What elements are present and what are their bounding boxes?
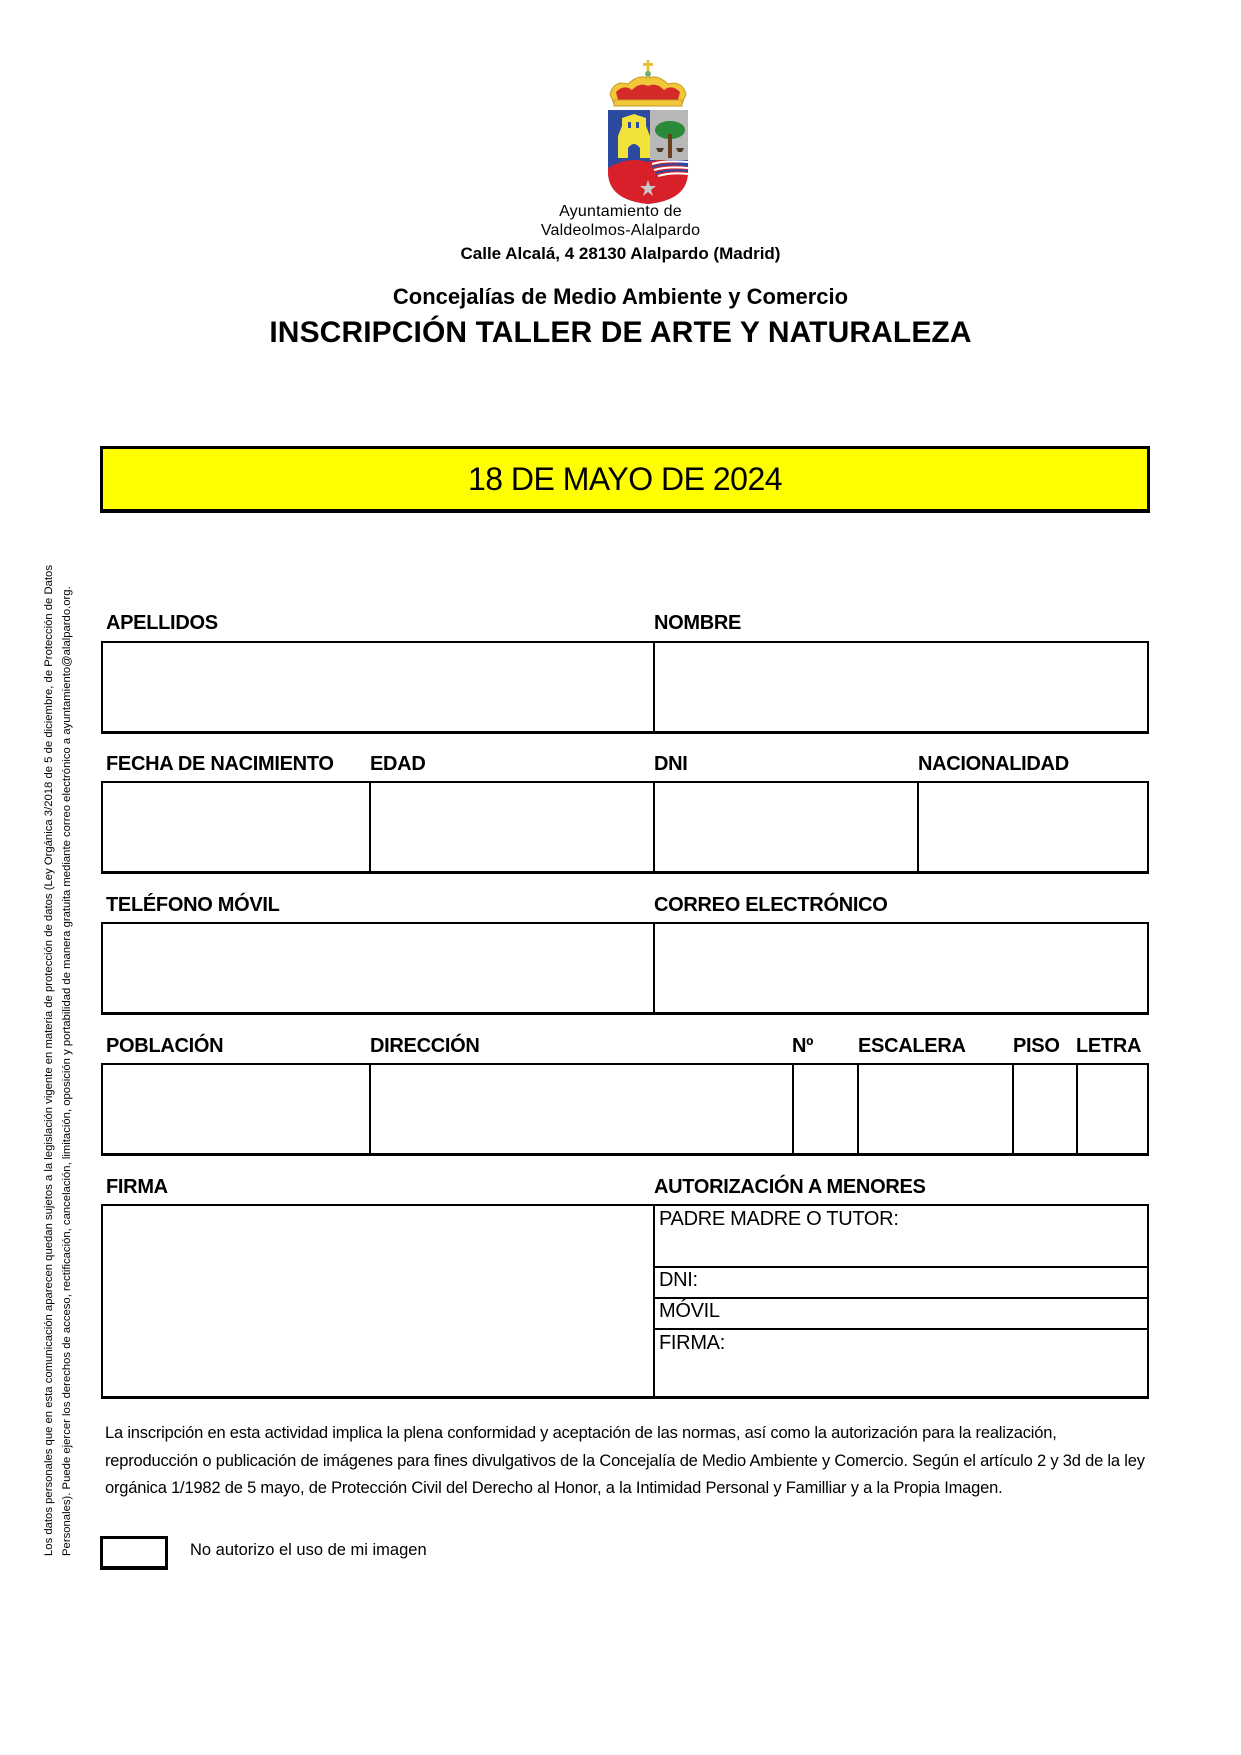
telefono-movil-field[interactable] [103,924,653,1012]
firma-field[interactable] [103,1206,653,1396]
privacy-notice [40,396,76,1556]
label-telefono-movil: TELÉFONO MÓVIL [106,894,280,916]
department-name: Concejalías de Medio Ambiente y Comercio [392,284,849,309]
label-edad: EDAD [370,753,426,775]
label-piso: PISO [1013,1035,1060,1057]
nacionalidad-field[interactable] [917,783,1147,871]
org-name-line2: Valdeolmos-Alalpardo [540,222,701,239]
label-direccion: DIRECCIÓN [370,1035,480,1057]
label-nombre: NOMBRE [654,612,742,634]
label-autorizacion-menores: AUTORIZACIÓN A MENORES [654,1176,926,1198]
dni-field[interactable] [653,783,919,871]
no-image-consent-label: No autorizo el uso de mi imagen [190,1541,427,1559]
tutor-firma-label: FIRMA: [659,1332,725,1354]
org-name-line1: Ayuntamiento de [559,203,682,220]
tutor-firma-field[interactable] [655,1328,1147,1396]
label-poblacion: POBLACIÓN [106,1035,224,1057]
label-apellidos: APELLIDOS [106,612,218,634]
tutor-label: PADRE MADRE O TUTOR: [659,1208,899,1230]
nombre-field[interactable] [653,643,1147,731]
tutor-field[interactable] [655,1206,1147,1266]
no-image-consent-checkbox[interactable] [100,1536,168,1570]
row-firma-autorizacion [101,1204,1149,1399]
page-title: INSCRIPCIÓN TALLER DE ARTE Y NATURALEZA [269,316,972,349]
row-fecha-edad-dni-nacionalidad [101,781,1149,874]
org-address: Calle Alcalá, 4 28130 Alalpardo (Madrid) [460,244,781,263]
fecha-nacimiento-field[interactable] [103,783,369,871]
row-direccion [101,1063,1149,1156]
apellidos-field[interactable] [103,643,653,731]
correo-electronico-field[interactable] [653,924,1147,1012]
label-letra: LETRA [1076,1035,1142,1057]
piso-field[interactable] [1012,1065,1078,1153]
privacy-notice-line2: Personales). Puede ejercer los derechos de acceso, rectificación, cancelación, limitación, oposición y portabilidad de manera gratuita mediante correo electrónico a ayuntamiento@alalpardo.org. [61,586,73,1556]
tutor-dni-label: DNI: [659,1269,698,1291]
edad-field[interactable] [369,783,655,871]
label-dni: DNI [654,753,688,775]
label-nacionalidad: NACIONALIDAD [918,753,1069,775]
label-escalera: ESCALERA [858,1035,966,1057]
label-numero: Nº [792,1035,814,1057]
escalera-field[interactable] [857,1065,1014,1153]
label-fecha-nacimiento: FECHA DE NACIMIENTO [106,753,334,775]
label-correo-electronico: CORREO ELECTRÓNICO [654,894,888,916]
consent-notice: La inscripción en esta actividad implica la plena conformidad y aceptación de las normas, así como la autorización para la realización, reproducción o publicación de imágenes para fines divulgativos de la Concejalía de Medio Ambiente y Comercio. Según el artículo 2 y 3d de la ley orgánica 1/1982 de 5 mayo, de Protección Civil del Derecho al Honor, a la Intimidad Personal y Familliar y a la Propia Imagen. [105,1424,1145,1497]
poblacion-field[interactable] [103,1065,369,1153]
autorizacion-menores-section [653,1206,1147,1396]
row-apellidos-nombre [101,641,1149,734]
coat-of-arms-icon [604,60,692,206]
privacy-notice-line1: Los datos personales que en esta comunicación aparecen quedan sujetos a la legislación vigente en materia de protección de datos (Ley Orgánica 3/2018 de 5 de diciembre, de Protección de Datos [43,565,55,1556]
numero-field[interactable] [792,1065,859,1153]
row-telefono-correo [101,922,1149,1015]
date-banner-text: 18 DE MAYO DE 2024 [467,460,783,497]
tutor-movil-label: MÓVIL [659,1300,720,1322]
direccion-field[interactable] [369,1065,794,1153]
tutor-movil-field[interactable] [655,1297,1147,1329]
label-firma: FIRMA [106,1176,168,1198]
tutor-dni-field[interactable] [655,1266,1147,1298]
date-banner [100,446,1150,513]
letra-field[interactable] [1076,1065,1147,1153]
